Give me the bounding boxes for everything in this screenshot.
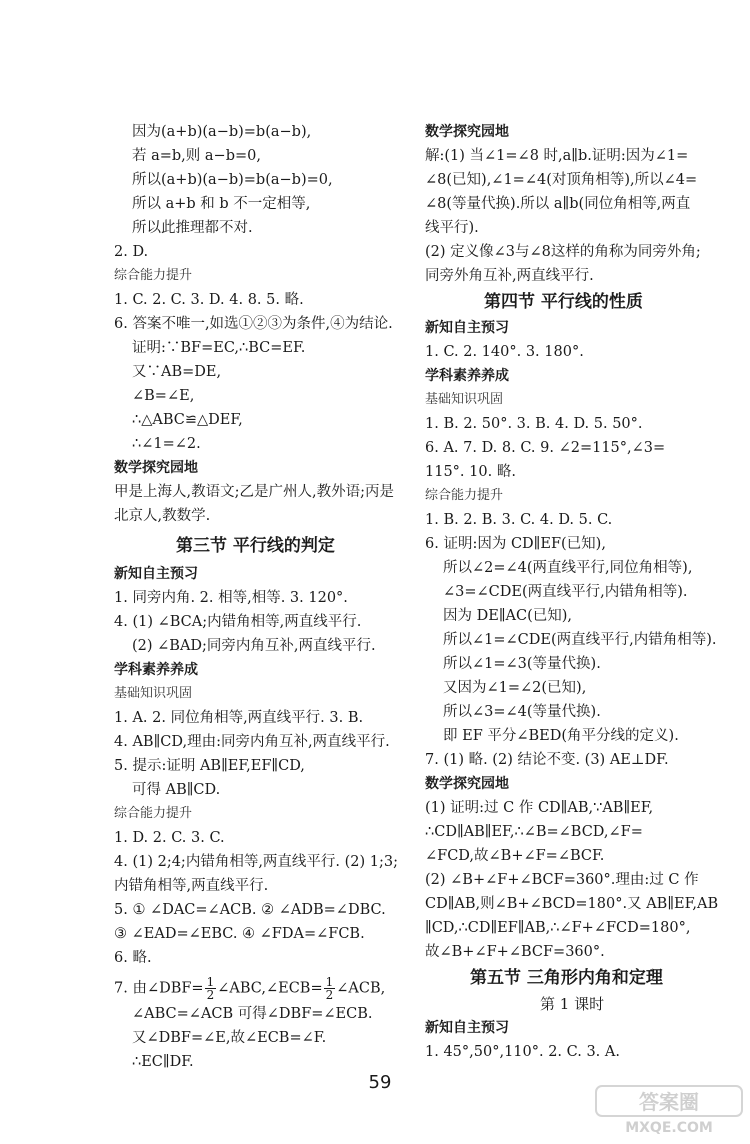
text-line: 又因为∠1=∠2(已知), [443, 680, 587, 696]
text-line: 4. AB∥CD,理由:同旁内角互补,两直线平行. [114, 734, 390, 750]
text-line: 6. 答案不唯一,如选①②③为条件,④为结论. [114, 316, 393, 332]
text-line: 又∠DBF=∠E,故∠ECB=∠F. [132, 1030, 327, 1046]
text-line: 1. D. 2. C. 3. C. [114, 830, 225, 846]
fraction-numerator: 1 [206, 975, 215, 989]
text-line: 1. C. 2. 140°. 3. 180°. [425, 344, 584, 360]
text-line: 1. 45°,50°,110°. 2. C. 3. A. [425, 1044, 620, 1060]
text-line: 1. B. 2. 50°. 3. B. 4. D. 5. 50°. [425, 416, 643, 432]
section-title: 第四节 平行线的性质 [484, 292, 643, 312]
text-line: ∴∠1=∠2. [132, 436, 201, 452]
text-line: 甲是上海人,教语文;乙是广州人,教外语;丙是 [114, 484, 394, 500]
watermark-bottom-text: MXQE.COM [625, 1120, 713, 1136]
text-line: 4. (1) ∠BCA;内错角相等,两直线平行. [114, 614, 362, 630]
watermark-top-text: 答案圈 [639, 1090, 699, 1114]
text-line: 115°. 10. 略. [425, 464, 516, 480]
text-line: 所以此推理都不对. [132, 220, 253, 236]
text-line: 所以∠3=∠4(等量代换). [443, 704, 601, 720]
heading: 数学探究园地 [114, 460, 198, 476]
text-line: (2) ∠BAD;同旁内角互补,两直线平行. [132, 638, 376, 654]
text-line: 解:(1) 当∠1=∠8 时,a∥b.证明:因为∠1= [425, 148, 689, 164]
text-line: ∴△ABC≌△DEF, [132, 412, 243, 428]
text-line: (1) 证明:过 C 作 CD∥AB,∵AB∥EF, [425, 800, 654, 816]
text-line: 1. C. 2. C. 3. D. 4. 8. 5. 略. [114, 292, 304, 308]
text-line: 所以∠1=∠3(等量代换). [443, 656, 601, 672]
subheading: 基础知识巩固 [425, 392, 504, 407]
text-line: ∥CD,∴CD∥EF∥AB,∴∠F+∠FCD=180°, [425, 920, 691, 936]
heading: 学科素养养成 [425, 368, 509, 384]
subheading: 综合能力提升 [114, 268, 193, 283]
text-line-with-fraction [114, 976, 385, 1001]
text-line: 所以(a+b)(a−b)=b(a−b)=0, [132, 172, 333, 188]
text-line: ∠8(等量代换).所以 a∥b(同位角相等,两直 [425, 196, 691, 212]
text-line: 5. ① ∠DAC=∠ACB. ② ∠ADB=∠DBC. [114, 902, 386, 918]
text-line: ∴CD∥AB∥EF,∴∠B=∠BCD,∠F= [425, 824, 643, 840]
watermark-logo [594, 1084, 744, 1136]
heading: 新知自主预习 [425, 1020, 509, 1036]
text-line: CD∥AB,则∠B+∠BCD=180°.又 AB∥EF,AB [425, 896, 719, 912]
text-line: 1. A. 2. 同位角相等,两直线平行. 3. B. [114, 710, 364, 726]
text-line: ∠3=∠CDE(两直线平行,内错角相等). [443, 584, 688, 600]
lesson-subtitle: 第 1 课时 [540, 995, 605, 1013]
section-title: 第三节 平行线的判定 [176, 536, 335, 556]
text-line: 6. 证明:因为 CD∥EF(已知), [425, 536, 606, 552]
text-line: 可得 AB∥CD. [132, 782, 221, 798]
text-line: 内错角相等,两直线平行. [114, 878, 269, 894]
heading: 学科素养养成 [114, 662, 198, 678]
heading: 新知自主预习 [114, 566, 198, 582]
text-line: ∠ABC=∠ACB 可得∠DBF=∠ECB. [132, 1006, 373, 1022]
subheading: 综合能力提升 [425, 488, 504, 503]
text-line: 故∠B+∠F+∠BCF=360°. [425, 944, 605, 960]
text-line: ③ ∠EAD=∠EBC. ④ ∠FDA=∠FCB. [114, 926, 365, 942]
heading: 新知自主预习 [425, 320, 509, 336]
text-fragment: 7. 由∠DBF= [114, 980, 204, 997]
subheading: 综合能力提升 [114, 806, 193, 821]
text-line: 即 EF 平分∠BED(角平分线的定义). [443, 728, 679, 744]
text-line: 因为 DE∥AC(已知), [443, 608, 573, 624]
text-line: 1. B. 2. B. 3. C. 4. D. 5. C. [425, 512, 613, 528]
text-line: 证明:∵BF=EC,∴BC=EF. [132, 340, 306, 356]
text-line: 4. (1) 2;4;内错角相等,两直线平行. (2) 1;3; [114, 854, 399, 870]
text-line: 所以∠1=∠CDE(两直线平行,内错角相等). [443, 632, 717, 648]
fraction-numerator: 1 [325, 975, 334, 989]
heading: 数学探究园地 [425, 124, 509, 140]
text-line: 线平行). [425, 220, 479, 236]
text-line: 5. 提示:证明 AB∥EF,EF∥CD, [114, 758, 305, 774]
fraction [205, 976, 217, 1001]
text-line: 6. A. 7. D. 8. C. 9. ∠2=115°,∠3= [425, 440, 666, 456]
text-fragment: ∠ACB, [336, 980, 386, 997]
text-line: ∠FCD,故∠B+∠F=∠BCF. [425, 848, 605, 864]
text-line: 所以 a+b 和 b 不一定相等, [132, 196, 311, 212]
heading: 数学探究园地 [425, 776, 509, 792]
text-line: 因为(a+b)(a−b)=b(a−b), [132, 124, 312, 140]
text-line: (2) ∠B+∠F+∠BCF=360°.理由:过 C 作 [425, 872, 699, 888]
text-line: ∠8(已知),∠1=∠4(对顶角相等),所以∠4= [425, 172, 698, 188]
text-fragment: ∠ABC,∠ECB= [217, 980, 323, 997]
text-line: (2) 定义像∠3与∠8这样的角称为同旁外角; [425, 244, 701, 260]
text-line: 北京人,教数学. [114, 508, 211, 524]
text-line: 1. 同旁内角. 2. 相等,相等. 3. 120°. [114, 590, 348, 606]
text-line: 6. 略. [114, 950, 152, 966]
text-line: 又∵AB=DE, [132, 364, 222, 380]
text-line: 同旁外角互补,两直线平行. [425, 268, 594, 284]
text-line: 所以∠2=∠4(两直线平行,同位角相等), [443, 560, 693, 576]
text-line: 7. (1) 略. (2) 结论不变. (3) AE⊥DF. [425, 752, 669, 768]
text-line: 2. D. [114, 244, 149, 260]
fraction-denominator: 2 [325, 988, 334, 1002]
fraction [324, 976, 336, 1001]
subheading: 基础知识巩固 [114, 686, 193, 701]
text-line: ∠B=∠E, [132, 388, 195, 404]
fraction-denominator: 2 [206, 988, 215, 1002]
page-number: 59 [368, 1072, 392, 1093]
text-line: 若 a=b,则 a−b=0, [132, 148, 261, 164]
section-title: 第五节 三角形内角和定理 [470, 968, 663, 988]
text-line: ∴EC∥DF. [132, 1054, 194, 1070]
